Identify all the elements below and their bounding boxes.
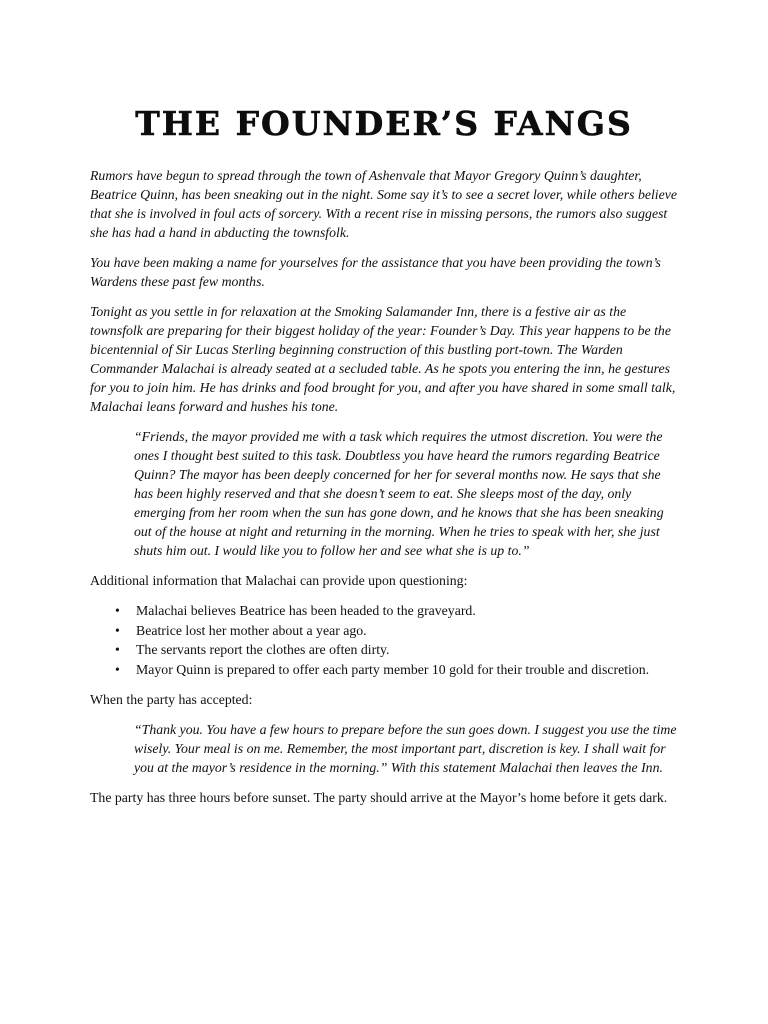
tonight-paragraph: Tonight as you settle in for relaxation at the Smoking Salamander Inn, there is a festive air as the townsfolk are preparing for their biggest holiday of the year: Founder’s Day. This year happens to be the bicentennial of Sir Lucas Sterling beginning construction of this bustling port-town. The Warden Commander Malachai is already seated at a secluded table. As he spots you entering the inn, he gestures for you to join him. He has drinks and food brought for you, and after you have shared in some small talk, Malachai leans forward and hushes his tone. [90,304,676,414]
malachai-quote-farewell: “Thank you. You have a few hours to prepare before the sun goes down. I suggest you use the time wisely. Your meal is on me. Remember, the most important part, discretion is key. I shall wait for you at the mayor’s residence in the morning.” With this statement Malachai then leaves the Inn. [134,722,677,775]
additional-info-intro: Additional information that Malachai can provide upon questioning: [90,573,468,588]
list-item [90,621,680,641]
accepted-paragraph: When the party has accepted: [90,692,253,707]
list-item-text: Mayor Quinn is prepared to offer each party member 10 gold for their trouble and discretion. [136,661,650,677]
reputation-paragraph: You have been making a name for yourselves for the assistance that you have been providing the town’s Wardens these past few months. [90,255,661,289]
bullet-icon: • [115,603,120,618]
list-item-text: Malachai believes Beatrice has been headed to the graveyard. [136,603,476,618]
info-bullet-list [90,601,680,679]
malachai-quote-task: “Friends, the mayor provided me with a task which requires the utmost discretion. You were the ones I thought best suited to this task. Doubtless you have heard the rumors regarding Beatrice Quinn? The mayor has been deeply concerned for her for several months now. He says that she has been highly reserved and that she doesn’t seem to eat. She sleeps most of the day, only emerging from her room when the sun has gone down, and he knows that she has been sneaking out of the house at night and returning in the morning. When he tries to speak with her, she just shuts him out. I would like you to follow her and see what she is up to.” [134,429,664,558]
bullet-icon: • [115,661,120,677]
list-item [90,660,680,680]
bullet-icon: • [115,642,120,657]
intro-paragraph: Rumors have begun to spread through the town of Ashenvale that Mayor Gregory Quinn’s daughter, Beatrice Quinn, has been sneaking out in the night. Some say it’s to see a secret lover, while others believe that she is involved in foul acts of sorcery. With a recent rise in missing persons, the rumors also suggest she has had a hand in abducting the townsfolk. [90,168,678,240]
document-body [90,166,680,818]
list-item-text: Beatrice lost her mother about a year ago. [136,622,367,638]
list-item [90,601,680,621]
bullet-icon: • [115,622,120,638]
list-item [90,640,680,660]
list-item-text: The servants report the clothes are often dirty. [136,642,390,657]
document-title: THE FOUNDER’S FANGS [135,104,633,143]
closing-paragraph: The party has three hours before sunset. The party should arrive at the Mayor’s home before it gets dark. [90,790,668,805]
